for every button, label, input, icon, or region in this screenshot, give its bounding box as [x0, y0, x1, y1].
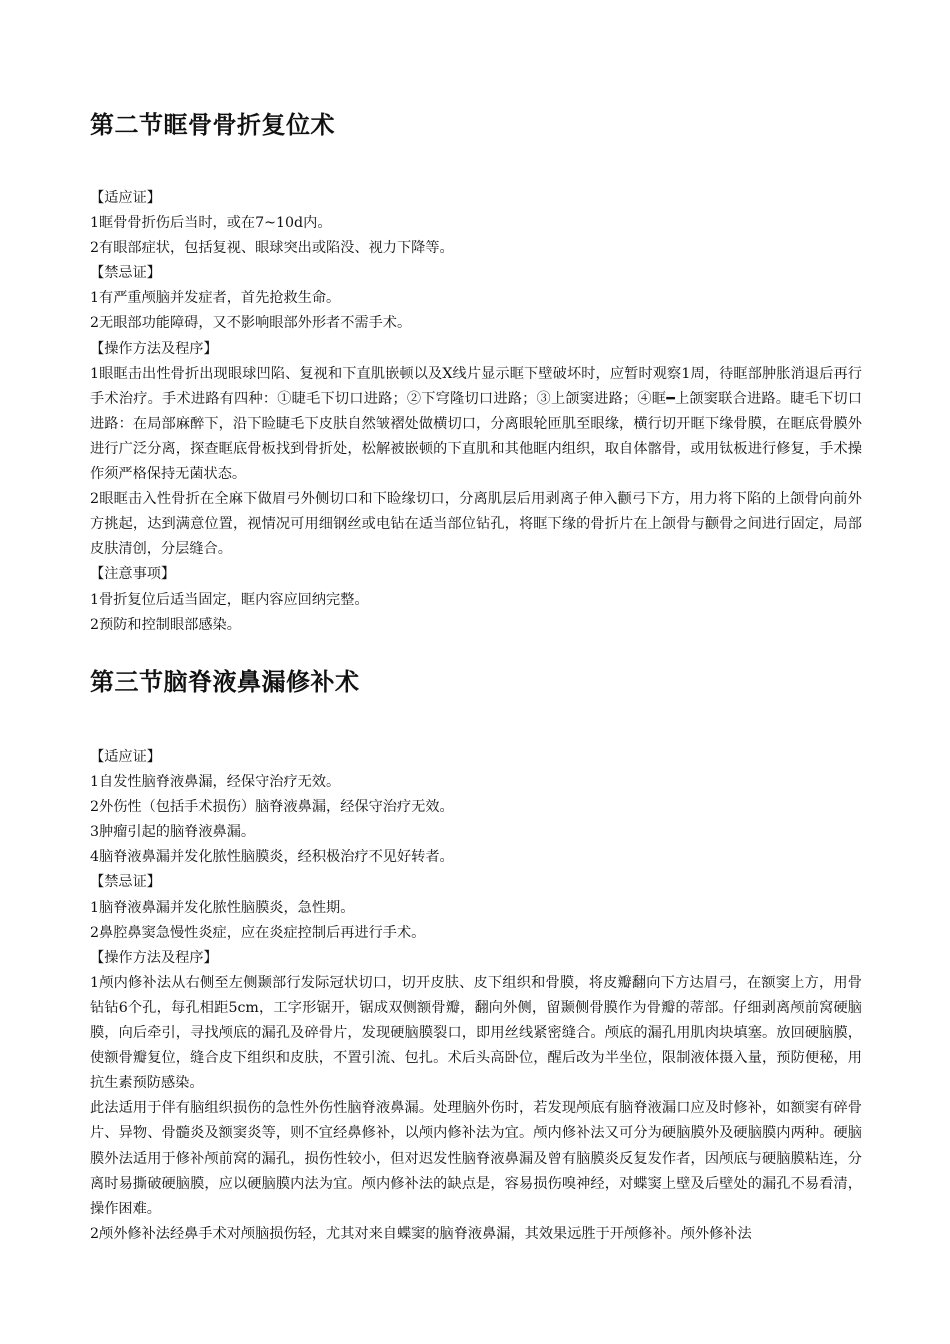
section-title-orbital-fracture: 第二节眶骨骨折复位术 [90, 111, 335, 139]
paragraph: 4脑脊液鼻漏并发化脓性脑膜炎，经积极治疗不见好转者。 [90, 849, 454, 866]
paragraph: 2预防和控制眼部感染。 [90, 616, 241, 633]
paragraph: 3肿瘤引起的脑脊液鼻漏。 [90, 824, 256, 841]
paragraph: 1脑脊液鼻漏并发化脓性脑膜炎，急性期。 [90, 899, 355, 916]
paragraph: 1骨折复位后适当固定，眶内容应回纳完整。 [90, 591, 369, 608]
subheading-procedure: 【操作方法及程序】 [90, 340, 218, 357]
subheading-indications: 【适应证】 [90, 190, 161, 206]
section-body-csf-rhinorrhea [90, 745, 862, 1247]
subheading-contraindications: 【禁忌证】 [90, 265, 161, 282]
paragraph: 此法适用于伴有脑组织损伤的急性外伤性脑脊液鼻漏。处理脑外伤时，若发现颅底有脑脊液漏口应及时修补，如额窦有碎骨片、异物、骨髓炎及额窦炎等，则不宜经鼻修补，以颅内修补法为宜。颅内修补法又可分为硬脑膜外及硬脑膜内两种。硬脑膜外法适用于修补颅前窝的漏孔，损伤性较小，但对迟发性脑脊液鼻漏及曾有脑膜炎反复发作者，因颅底与硬脑膜粘连，分离时易撕破硬脑膜，应以硬脑膜内法为宜。颅内修补法的缺点是，容易损伤嗅神经，对蝶窦上壁及后壁处的漏孔不易看清，操作困难。 [90, 1100, 862, 1217]
paragraph: 1自发性脑脊液鼻漏，经保守治疗无效。 [90, 774, 341, 791]
paragraph: 1颅内修补法从右侧至左侧颞部行发际冠状切口，切开皮肤、皮下组织和骨膜，将皮瓣翻向下方达眉弓，在额窦上方，用骨钻钻6个孔，每孔相距5cm，工字形锯开，锯成双侧额骨瓣，翻向外侧，留颞侧骨膜作为骨瓣的蒂部。仔细剥离颅前窝硬脑膜，向后牵引，寻找颅底的漏孔及碎骨片，发现硬脑膜裂口，即用丝线紧密缝合。颅底的漏孔用肌肉块填塞。放回硬脑膜，使额骨瓣复位，缝合皮下组织和皮肤，不置引流、包扎。术后头高卧位，醒后改为半坐位，限制液体摄入量，预防便秘，用抗生素预防感染。 [90, 974, 862, 1092]
section-body-orbital-fracture [90, 186, 862, 638]
paragraph: 2鼻腔鼻窦急慢性炎症，应在炎症控制后再进行手术。 [90, 924, 426, 941]
paragraph: 2无眼部功能障碍，又不影响眼部外形者不需手术。 [90, 315, 412, 332]
subheading-indications: 【适应证】 [90, 749, 161, 765]
paragraph: 2眼眶击入性骨折在全麻下做眉弓外侧切口和下睑缘切口，分离肌层后用剥离子伸入颧弓下方，用力将下陷的上颌骨向前外方挑起，达到满意位置，视情况可用细钢丝或电钻在适当部位钻孔，将眶下缘的骨折片在上颌骨与颧骨之间进行固定，局部皮肤清创，分层缝合。 [90, 491, 862, 558]
subheading-procedure: 【操作方法及程序】 [90, 949, 218, 966]
paragraph: 2颅外修补法经鼻手术对颅脑损伤轻，尤其对来自蝶窦的脑脊液鼻漏，其效果远胜于开颅修补。颅外修补法 [90, 1225, 752, 1242]
paragraph: 2外伤性（包括手术损伤）脑脊液鼻漏，经保守治疗无效。 [90, 799, 454, 816]
subheading-precautions: 【注意事项】 [90, 566, 176, 583]
paragraph: 2有眼部症状，包括复视、眼球突出或陷没、视力下降等。 [90, 240, 454, 257]
paragraph: 1有严重颅脑并发症者，首先抢救生命。 [90, 290, 341, 307]
paragraph: 1眼眶击出性骨折出现眼球凹陷、复视和下直肌嵌顿以及X线片显示眶下壁破坏时，应暂时观察1周，待眶部肿胀消退后再行手术治疗。手术进路有四种：①睫毛下切口进路；②下穹隆切口进路；③上颌窦进路；④眶━上颌窦联合进路。睫毛下切口进路：在局部麻醉下，沿下睑睫毛下皮肤自然皱褶处做横切口，分离眼轮匝肌至眼缘，横行切开眶下缘骨膜，在眶底骨膜外进行广泛分离，探查眶底骨板找到骨折处，松解被嵌顿的下直肌和其他眶内组织，取自体髂骨，或用钛板进行修复，手术操作须严格保持无菌状态。 [90, 365, 862, 483]
paragraph: 1眶骨骨折伤后当时，或在7~10d内。 [90, 215, 332, 232]
subheading-contraindications: 【禁忌证】 [90, 874, 161, 891]
section-title-csf-rhinorrhea: 第三节脑脊液鼻漏修补术 [90, 668, 360, 696]
